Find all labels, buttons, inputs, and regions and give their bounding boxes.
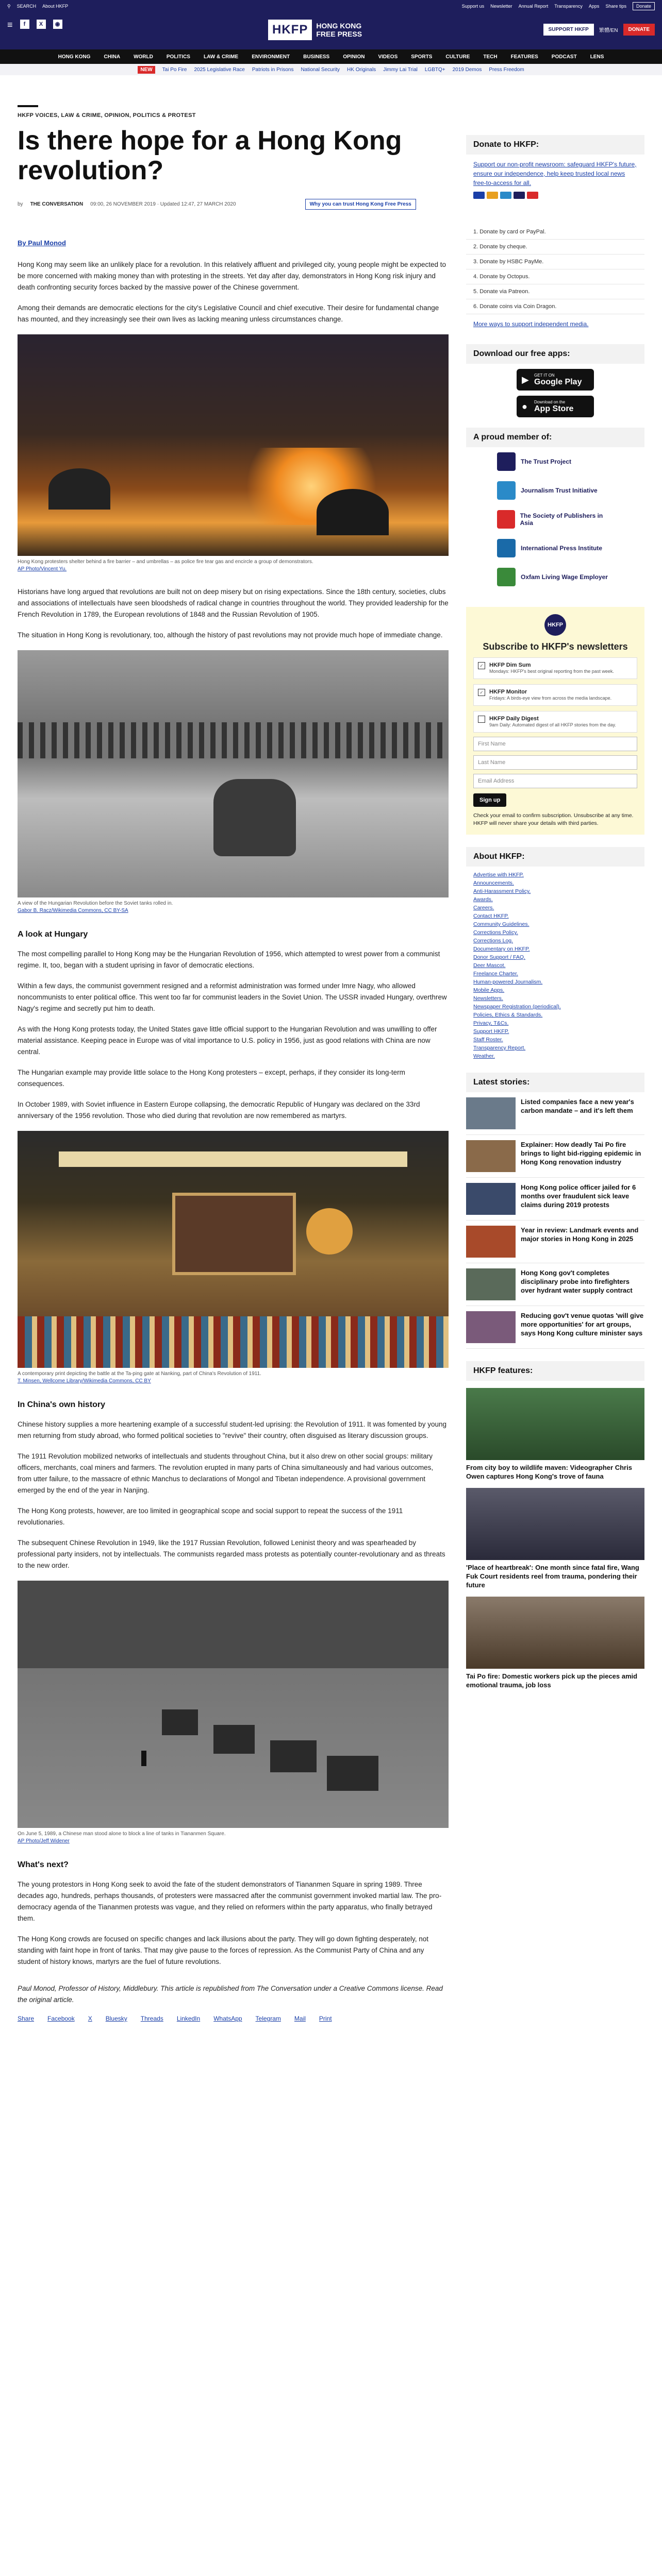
list-item[interactable] (466, 1178, 644, 1221)
feature-item[interactable] (466, 1388, 644, 1481)
share-facebook[interactable]: Facebook (47, 2015, 75, 2022)
trend-item[interactable]: 2025 Legislative Race (194, 66, 245, 73)
about-link[interactable]: Newspaper Registration (periodical). (473, 1004, 561, 1010)
nav-lens[interactable]: LENS (590, 54, 604, 60)
story-title: Reducing gov't venue quotas 'will give more opportunities' for art groups, says Hong Kong culture minister says (521, 1312, 644, 1337)
oxfam-icon (497, 568, 516, 586)
about-link[interactable]: Freelance Charter. (473, 971, 518, 977)
paragraph: The Hong Kong crowds are focused on specific changes and lack illusions about the party. They will go down fighting desperately, not standing with faint hope in front of tanks. That may give pause to the forces of repression. As the Communist Party of China and any student of history knows, martyrs are the fuel of future revolutions. (18, 1935, 428, 1965)
google-play-button[interactable] (517, 369, 594, 391)
logo-mark: HKFP (268, 20, 312, 40)
list-item[interactable] (466, 1135, 644, 1178)
about-link[interactable]: Policies, Ethics & Standards. (473, 1012, 543, 1018)
about-link[interactable]: Human-powered Journalism. (473, 979, 543, 985)
caption-credit[interactable]: Gabor B. Racz/Wikimedia Commons, CC BY-SA (18, 908, 128, 913)
nav-sports[interactable]: SPORTS (411, 54, 433, 60)
payment-icons (473, 192, 637, 199)
top-newsletter-link[interactable]: Newsletter (490, 4, 512, 9)
donate-method[interactable]: 5. Donate via Patreon. (466, 284, 644, 299)
trend-item[interactable]: 2019 Demos (452, 66, 482, 73)
paragraph: The subsequent Chinese Revolution in 1949, like the 1917 Russian Revolution, followed Leninist theory and was spearheaded by professional party insiders, not by intellectuals. The communists regarded mass protests as potentially counter-revolutionary and as threats to the new order. (18, 1539, 445, 1569)
donate-method[interactable]: 1. Donate by card or PayPal. (466, 225, 644, 240)
article-category[interactable]: HKFP VOICES, LAW & CRIME, OPINION, POLITICS & PROTEST (18, 112, 196, 118)
about-link[interactable]: Announcements. (473, 880, 514, 886)
about-link[interactable]: Community Guidelines. (473, 921, 529, 927)
feature-image (466, 1597, 644, 1669)
list-item[interactable] (466, 1092, 644, 1135)
top-annual-link[interactable]: Annual Report (518, 4, 549, 9)
donate-method[interactable]: 3. Donate by HSBC PayMe. (466, 255, 644, 269)
about-link[interactable]: Careers. (473, 905, 494, 911)
last-name-field[interactable]: Last Name (473, 755, 637, 770)
paragraph: The Hungarian example may provide little solace to the Hong Kong protesters – except, perhaps, if they consider its long-term consequences. (18, 1069, 405, 1088)
nav-podcast[interactable]: PODCAST (551, 54, 577, 60)
list-item[interactable] (466, 1263, 644, 1306)
member-ipi[interactable] (466, 534, 644, 563)
top-support-link[interactable]: Support us (461, 4, 485, 9)
app-store-button[interactable] (517, 396, 594, 417)
newsletter-logo: HKFP (544, 614, 566, 636)
trust-project-icon (497, 452, 516, 471)
paragraph: The situation in Hong Kong is revolutionary, too, although the history of past revolutions may not provide much hope of immediate change. (18, 631, 443, 639)
donate-method[interactable]: 6. Donate coins via Coin Dragon. (466, 299, 644, 314)
checkbox-checked-icon[interactable]: ✓ (478, 689, 485, 696)
tiananmen-photo (18, 1581, 449, 1828)
donate-method[interactable]: 4. Donate by Octopus. (466, 269, 644, 284)
story-title: Year in review: Landmark events and major stories in Hong Kong in 2025 (521, 1226, 639, 1243)
about-link[interactable]: Mobile Apps. (473, 987, 505, 993)
member-heading: A proud member of: (466, 428, 644, 447)
caption-credit[interactable]: T. Minsen, Wellcome Library/Wikimedia Commons, CC BY (18, 1378, 151, 1384)
mastercard-icon (487, 192, 498, 199)
newsletter-note: Check your email to confirm subscription. Unsubscribe at any time. HKFP will never share your details with third parties. (473, 812, 634, 826)
feature-image (466, 1388, 644, 1460)
trend-item[interactable]: Jimmy Lai Trial (383, 66, 418, 73)
latest-heading: Latest stories: (466, 1073, 644, 1092)
section-heading: What's next? (18, 1860, 69, 1869)
about-link[interactable]: Newsletters. (473, 995, 503, 1002)
sidebar (466, 135, 644, 1689)
feature-title: From city boy to wildlife maven: Videographer Chris Owen captures Hong Kong's trove of fauna (466, 1464, 632, 1480)
instagram-icon[interactable]: ◉ (53, 20, 62, 29)
article (18, 77, 449, 2022)
nav-business[interactable]: BUSINESS (303, 54, 330, 60)
republish-credit: Paul Monod, Professor of History, Middlebury. This article is republished from The Conversation under a Creative Commons license. Read the original article. (18, 1985, 443, 2004)
article-title: Is there hope for a Hong Kong revolution? (18, 126, 402, 185)
story-title: Explainer: How deadly Tai Po fire brings to light bid-rigging epidemic in Hong Kong renovation industry (521, 1141, 641, 1166)
logo-line1: HONG KONG (316, 22, 362, 30)
share-whatsapp[interactable]: WhatsApp (213, 2015, 242, 2022)
donate-method[interactable]: 2. Donate by cheque. (466, 240, 644, 255)
by-label: by (18, 201, 23, 207)
caption: A contemporary print depicting the battle at the Ta-ping gate at Nanking, part of China's Revolution of 1911. (18, 1371, 261, 1377)
nl-title: HKFP Monitor (489, 689, 527, 695)
newsletter-option[interactable] (473, 684, 637, 706)
caption: Hong Kong protesters shelter behind a fire barrier – and umbrellas – as police fire tear gas and encircle a group of demonstrators. (18, 559, 313, 565)
protest-photo (18, 334, 449, 556)
section-heading: In China's own history (18, 1400, 106, 1409)
nav-world[interactable]: WORLD (134, 54, 153, 60)
more-ways-link[interactable]: More ways to support independent media. (473, 320, 589, 328)
caption: A view of the Hungarian Revolution before the Soviet tanks rolled in. (18, 901, 173, 906)
payme-icon (527, 192, 538, 199)
nav-tech[interactable]: TECH (483, 54, 498, 60)
nav-china[interactable]: CHINA (104, 54, 121, 60)
about-link[interactable]: Staff Roster. (473, 1037, 503, 1043)
support-button[interactable]: SUPPORT HKFP (543, 24, 594, 36)
nav-politics[interactable]: POLITICS (166, 54, 190, 60)
about-link[interactable]: Privacy, T&Cs. (473, 1020, 509, 1026)
paypal-icon (514, 192, 525, 199)
paragraph: The young protestors in Hong Kong seek to avoid the fate of the student demonstrators of Tiananmen Square in spring 1989. Three decades ago, hundreds, perhaps thousands, of protesters were massacred after the communist government invoked martial law. The pro-democracy agenda of the Tiananmen protests was vague, and they relied on reformers within the party apparatus, who finally betrayed them. (18, 1880, 442, 1922)
visa-icon (473, 192, 485, 199)
story-thumbnail (466, 1311, 516, 1343)
byline (18, 199, 449, 210)
amex-icon (500, 192, 511, 199)
member-oxfam[interactable] (466, 563, 644, 591)
hungary-photo (18, 650, 449, 897)
story-thumbnail (466, 1140, 516, 1172)
trend-item[interactable]: Patriots in Prisons (252, 66, 294, 73)
paragraph: Hong Kong may seem like an unlikely place for a revolution. In this relatively affluent and privileged city, young people might be expected to be more concerned with making money than with protesting in the streets. Yet day after day, demonstrators in Hong Kong risk injury and death confronting security forces backed by the massive power of the Chinese government. (18, 261, 446, 291)
about-link[interactable]: Documentary on HKFP. (473, 946, 530, 952)
title-rule (18, 105, 38, 107)
nav-videos[interactable]: VIDEOS (378, 54, 398, 60)
story-thumbnail (466, 1183, 516, 1215)
nanking-print (18, 1131, 449, 1368)
trend-item[interactable]: HK Originals (347, 66, 376, 73)
signup-button[interactable]: Sign up (473, 793, 506, 807)
share-label[interactable]: Share (18, 2015, 35, 2022)
about-link[interactable]: Transparency Report. (473, 1045, 526, 1051)
new-badge: NEW (138, 66, 155, 74)
as-small: Download on the (534, 399, 566, 404)
trend-item[interactable]: Press Freedom (489, 66, 524, 73)
checkbox-checked-icon[interactable]: ✓ (478, 662, 485, 669)
newsletter-title: Subscribe to HKFP's newsletters (483, 641, 628, 652)
feature-title: 'Place of heartbreak': One month since fatal fire, Wang Fuk Court residents reel from trauma, pondering their future (466, 1564, 639, 1589)
jti-icon (497, 481, 516, 500)
paragraph: Historians have long argued that revolutions are built not on deep misery but on rising expectations. Since the 18th century, societies, clubs and associations of intellectuals have seen bloodsheds of radical change in countries throughout the world. They provided leadership for the French Revolution in 1789, the European revolutions of 1848 and the Russian Revolution of 1905. (18, 588, 449, 618)
nl-title: HKFP Daily Digest (489, 716, 539, 722)
top-donate-button[interactable]: Donate (633, 2, 655, 10)
as-big: App Store (534, 404, 574, 413)
donate-text[interactable]: Support our non-profit newsroom: safeguard HKFP's future, ensure our independence, help keep trusted local news free-to-access for all. (473, 161, 637, 187)
source-name[interactable]: THE CONVERSATION (30, 201, 84, 207)
donate-methods (466, 225, 644, 314)
paragraph: In October 1989, with Soviet influence in Eastern Europe collapsing, the democratic Republic of Hungary was declared on the 33rd anniversary of the 1956 revolution. Those who died during that revolution are now remembered as martyrs. (18, 1100, 420, 1120)
story-title: Listed companies face a new year's carbon mandate – and it's left them (521, 1098, 634, 1114)
sopa-icon (497, 510, 515, 529)
logo-line2: FREE PRESS (316, 30, 362, 38)
feature-item[interactable] (466, 1597, 644, 1689)
member-name: The Society of Publishers in Asia (520, 512, 603, 527)
about-link[interactable]: Deer Mascot. (473, 962, 506, 969)
section-heading: A look at Hungary (18, 930, 88, 939)
nl-title: HKFP Dim Sum (489, 662, 531, 668)
email-field[interactable]: Email Address (473, 774, 637, 788)
about-link[interactable]: Awards. (473, 896, 493, 903)
member-name: The Trust Project (521, 458, 572, 465)
top-bar (0, 0, 662, 12)
features-heading: HKFP features: (466, 1361, 644, 1381)
paragraph: Within a few days, the communist government resigned and a reformist administration was formed under Imre Nagy, who allowed noncommunists to enter political office. This went too far for communist leaders in the Soviet Union. The USSR invaded Hungary, overthrew Nagy's regime and secretly put him to death. (18, 982, 447, 1012)
feature-title: Tai Po fire: Domestic workers pick up the pieces amid emotional trauma, job loss (466, 1672, 638, 1689)
trust-link[interactable]: Why you can trust Hong Kong Free Press (305, 199, 416, 210)
story-title: Hong Kong gov't completes disciplinary probe into firefighters over hydrant water supply contract (521, 1269, 633, 1294)
newsletter-option[interactable] (473, 711, 637, 733)
member-name: International Press Institute (521, 545, 603, 552)
share-bar (18, 2015, 449, 2022)
newsletter-option[interactable] (473, 657, 637, 679)
about-link[interactable]: Contact HKFP. (473, 913, 509, 919)
about-link[interactable]: Donor Support / FAQ. (473, 954, 525, 960)
trend-item[interactable]: Tai Po Fire (162, 66, 187, 73)
feature-image (466, 1488, 644, 1560)
search-icon[interactable]: ⚲ (7, 3, 11, 9)
paragraph: The most compelling parallel to Hong Kong may be the Hungarian Revolution of 1956, which attempted to wrest power from a communist regime. It, too, began with a student uprising in favor of democratic elections. (18, 950, 440, 969)
about-link[interactable]: Weather. (473, 1053, 495, 1059)
paragraph: Chinese history supplies a more heartening example of a successful student-led uprising: the Revolution of 1911. It was fomented by young men returning from study abroad, who formed political societies to "revive" their country, often disguised as literary discussion groups. (18, 1420, 446, 1439)
share-mail[interactable]: Mail (294, 2015, 306, 2022)
about-links (466, 867, 644, 1060)
author-link[interactable]: By Paul Monod (18, 239, 66, 247)
donate-heading: Donate to HKFP: (466, 135, 644, 155)
list-item[interactable] (466, 1221, 644, 1263)
share-bluesky[interactable]: Bluesky (105, 2015, 127, 2022)
story-thumbnail (466, 1268, 516, 1300)
trend-item[interactable]: LGBTQ+ (424, 66, 445, 73)
top-transparency-link[interactable]: Transparency (554, 4, 583, 9)
member-name: Journalism Trust Initiative (521, 487, 598, 494)
story-thumbnail (466, 1097, 516, 1129)
about-link[interactable]: Advertise with HKFP. (473, 872, 524, 878)
nav-opinion[interactable]: OPINION (343, 54, 365, 60)
nav-law[interactable]: LAW & CRIME (203, 54, 239, 60)
share-threads[interactable]: Threads (140, 2015, 163, 2022)
member-jti[interactable] (466, 476, 644, 505)
about-heading: About HKFP: (466, 847, 644, 867)
share-telegram[interactable]: Telegram (255, 2015, 281, 2022)
menu-icon[interactable]: ≡ (7, 20, 13, 30)
caption-credit[interactable]: AP Photo/Jeff Widener (18, 1838, 70, 1844)
trend-item[interactable]: National Security (301, 66, 340, 73)
checkbox-icon[interactable] (478, 716, 485, 723)
about-link[interactable]: Corrections Log. (473, 938, 514, 944)
caption-credit[interactable]: AP Photo/Vincent Yu. (18, 566, 67, 572)
about-link[interactable]: Anti-Harassment Policy. (473, 888, 531, 894)
google-play-icon: ▶ (522, 375, 529, 385)
gp-big: Google Play (534, 377, 582, 386)
nl-desc: Mondays: HKFP's best original reporting from the past week. (489, 669, 614, 674)
gp-small: GET IT ON (534, 372, 555, 378)
paragraph: As with the Hong Kong protests today, the United States gave little official support to the Hungarian Revolution and was unwilling to offer material assistance. Keeping peace in Europe was of vital importance to U.S. policy in 1956, just as good relations with China are now central. (18, 1025, 437, 1056)
first-name-field[interactable]: First Name (473, 737, 637, 751)
member-trust-project[interactable] (466, 447, 644, 476)
member-name: Oxfam Living Wage Employer (521, 573, 608, 581)
nl-desc: 9am Daily: Automated digest of all HKFP stories from the day. (489, 722, 616, 727)
article-date: 09:00, 26 NOVEMBER 2019 · Updated 12:47, 27 MARCH 2020 (90, 201, 236, 207)
apps-heading: Download our free apps: (466, 344, 644, 364)
list-item[interactable] (466, 1306, 644, 1349)
nav-environment[interactable]: ENVIRONMENT (252, 54, 290, 60)
facebook-icon[interactable]: f (20, 20, 29, 29)
paragraph: The Hong Kong protests, however, are too limited in geographical scope and social support to repeat the success of the 1911 revolutionaries. (18, 1507, 403, 1526)
search-link[interactable]: SEARCH (16, 4, 37, 9)
top-apps-link[interactable]: Apps (588, 4, 600, 9)
share-linkedin[interactable]: LinkedIn (176, 2015, 201, 2022)
share-x[interactable]: X (88, 2015, 92, 2022)
nav-hongkong[interactable]: HONG KONG (58, 54, 91, 60)
language-toggle[interactable]: 繁體/EN (599, 28, 618, 33)
top-tips-link[interactable]: Share tips (605, 4, 626, 9)
site-header (0, 12, 662, 49)
nl-desc: Fridays: A birds-eye view from across the media landscape. (489, 696, 612, 701)
story-thumbnail (466, 1226, 516, 1258)
nav-culture[interactable]: CULTURE (445, 54, 470, 60)
trending-bar (0, 64, 662, 75)
newsletter-box (466, 607, 644, 835)
story-title: Hong Kong police officer jailed for 6 months over fraudulent sick leave claims during 2019 protests (521, 1183, 636, 1209)
caption: On June 5, 1989, a Chinese man stood alone to block a line of tanks in Tiananmen Square. (18, 1831, 226, 1837)
apple-icon: ● (522, 401, 527, 412)
paragraph: The 1911 Revolution mobilized networks of intellectuals and students throughout China, but it also drew on other social groups: military officers, merchants, coal miners and farmers. The revolution erupted in many parts of China simultaneously and had various outcomes, from utter failure, to the massacre of ethnic Manchus to declarations of Mongol and Tibetan independence. A provisional government emerged by the end of the year in Nanjing. (18, 1452, 434, 1494)
nav-features[interactable]: FEATURES (510, 54, 538, 60)
latest-list (466, 1092, 644, 1349)
about-link[interactable]: Corrections Policy. (473, 929, 518, 936)
main-nav (0, 49, 662, 64)
ipi-icon (497, 539, 516, 557)
member-sopa[interactable] (466, 505, 644, 534)
feature-item[interactable] (466, 1488, 644, 1589)
about-link[interactable]: About HKFP (42, 4, 69, 9)
paragraph: Among their demands are democratic elections for the city's Legislative Council and chief executive. Their desire for fundamental change has mounted, and they increasingly see their own lives as lacking meaning unless circumstances change. (18, 304, 439, 323)
x-icon[interactable]: X (37, 20, 46, 29)
donate-button[interactable]: DONATE (623, 24, 655, 36)
share-print[interactable]: Print (319, 2015, 332, 2022)
about-link[interactable]: Support HKFP. (473, 1028, 509, 1035)
site-logo[interactable] (268, 20, 362, 40)
